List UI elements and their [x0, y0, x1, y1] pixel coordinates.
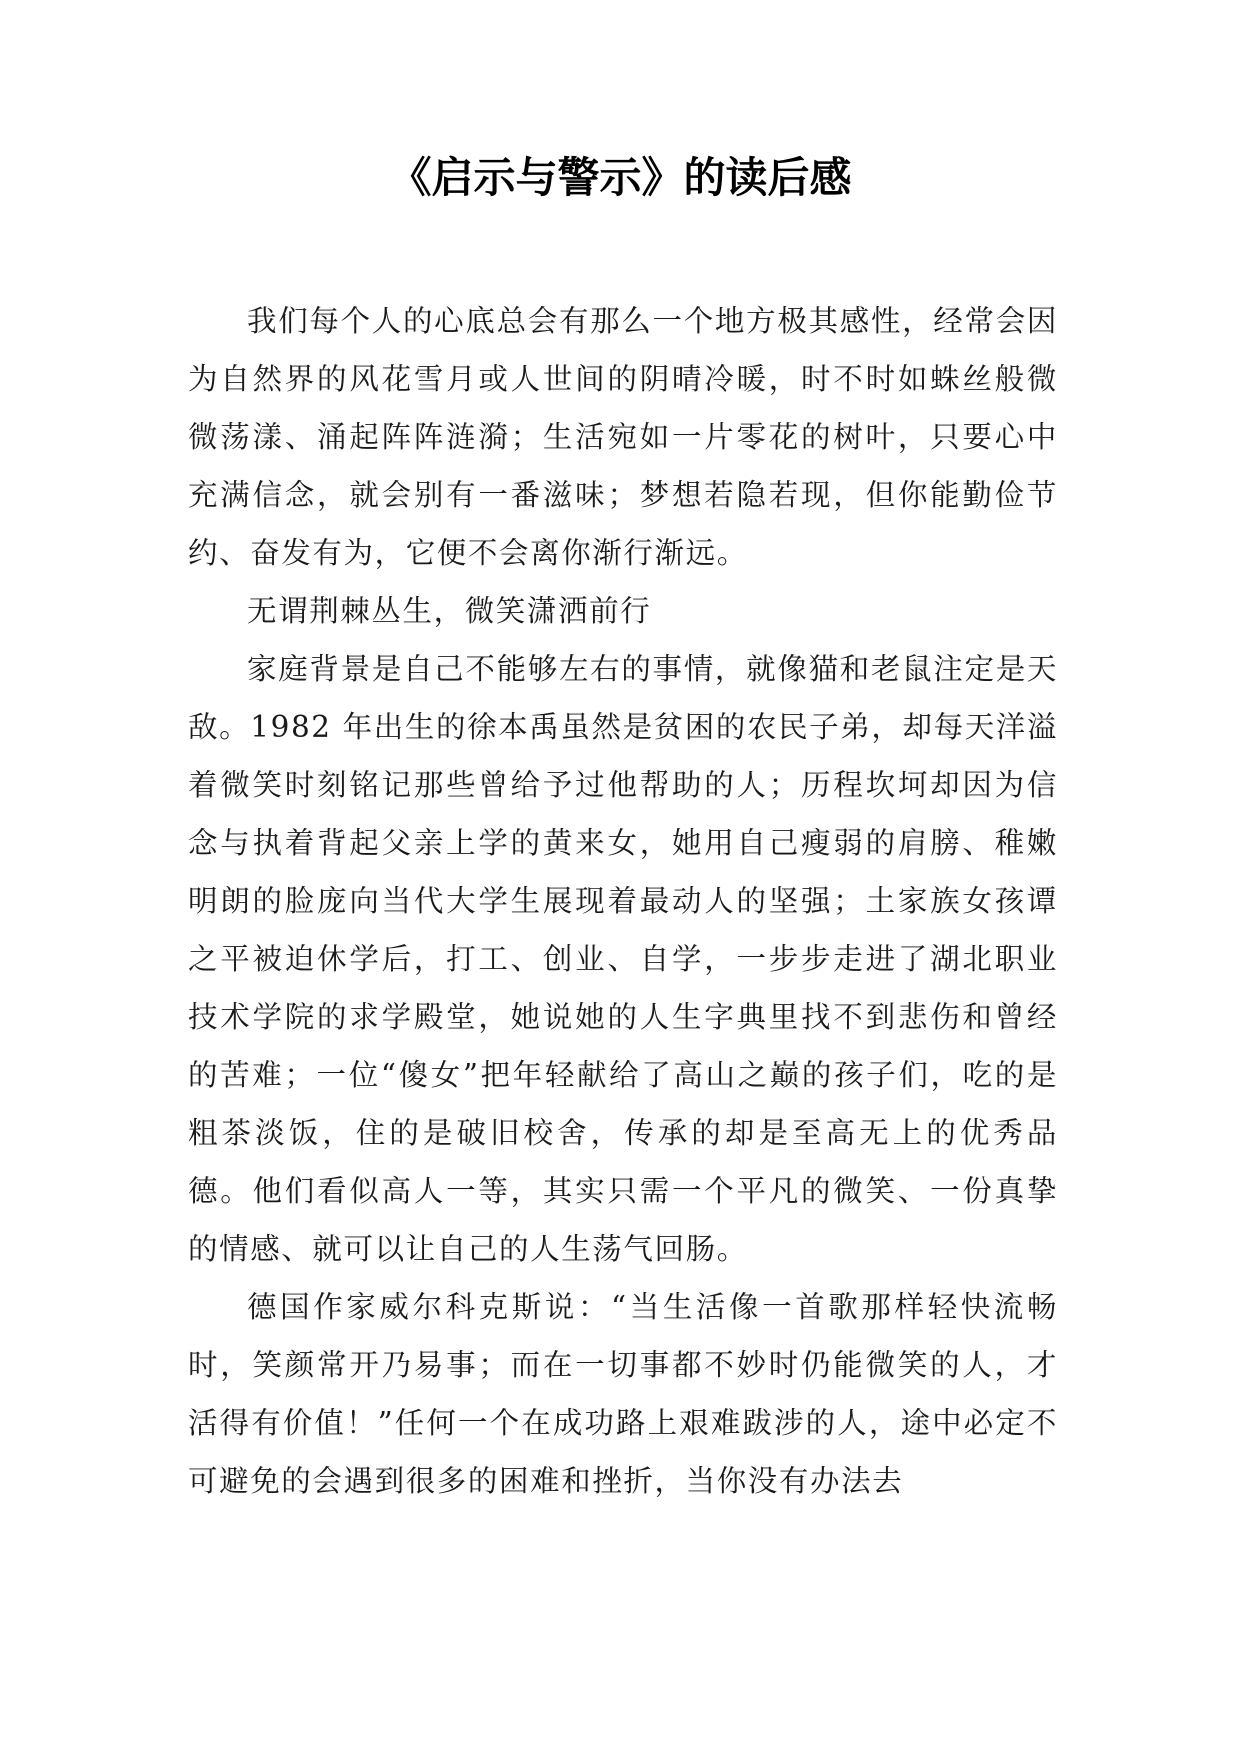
paragraph-intro: 我们每个人的心底总会有那么一个地方极其感性，经常会因为自然界的风花雪月或人世间的阴晴冷暖，时不时如蛛丝般微微荡漾、涌起阵阵涟漪；生活宛如一片零花的树叶，只要心中充满信念，就会别有一番滋味；梦想若隐若现，但你能勤俭节约、奋发有为，它便不会离你渐行渐远。 [188, 304, 1058, 570]
document-title: 《启示与警示》的读后感 [389, 153, 852, 202]
paragraph-quote: 德国作家威尔科克斯说：“当生活像一首歌那样轻快流畅时，笑颜常开乃易事；而在一切事都不妙时仍能微笑的人，才活得有价值！”任何一个在成功路上艰难跋涉的人，途中必定不可避免的会遇到很多的困难和挫折，当你没有办法去 [188, 1290, 1058, 1498]
paragraph-subheading: 无谓荆棘丛生，微笑潇洒前行 [247, 594, 652, 628]
document-body [188, 292, 1058, 1510]
paragraph-examples: 家庭背景是自己不能够左右的事情，就像猫和老鼠注定是天敌。1982 年出生的徐本禹虽然是贫困的农民子弟，却每天洋溢着微笑时刻铭记那些曾给予过他帮助的人；历程坎坷却因为信念与执着背起父亲上学的黄来女，她用自己瘦弱的肩膀、稚嫩明朗的脸庞向当代大学生展现着最动人的坚强；土家族女孩谭之平被迫休学后，打工、创业、自学，一步步走进了湖北职业技术学院的求学殿堂，她说她的人生字典里找不到悲伤和曾经的苦难；一位“傻女”把年轻献给了高山之巅的孩子们，吃的是粗茶淡饭，住的是破旧校舍，传承的却是至高无上的优秀品德。他们看似高人一等，其实只需一个平凡的微笑、一份真挚的情感、就可以让自己的人生荡气回肠。 [188, 652, 1058, 1266]
